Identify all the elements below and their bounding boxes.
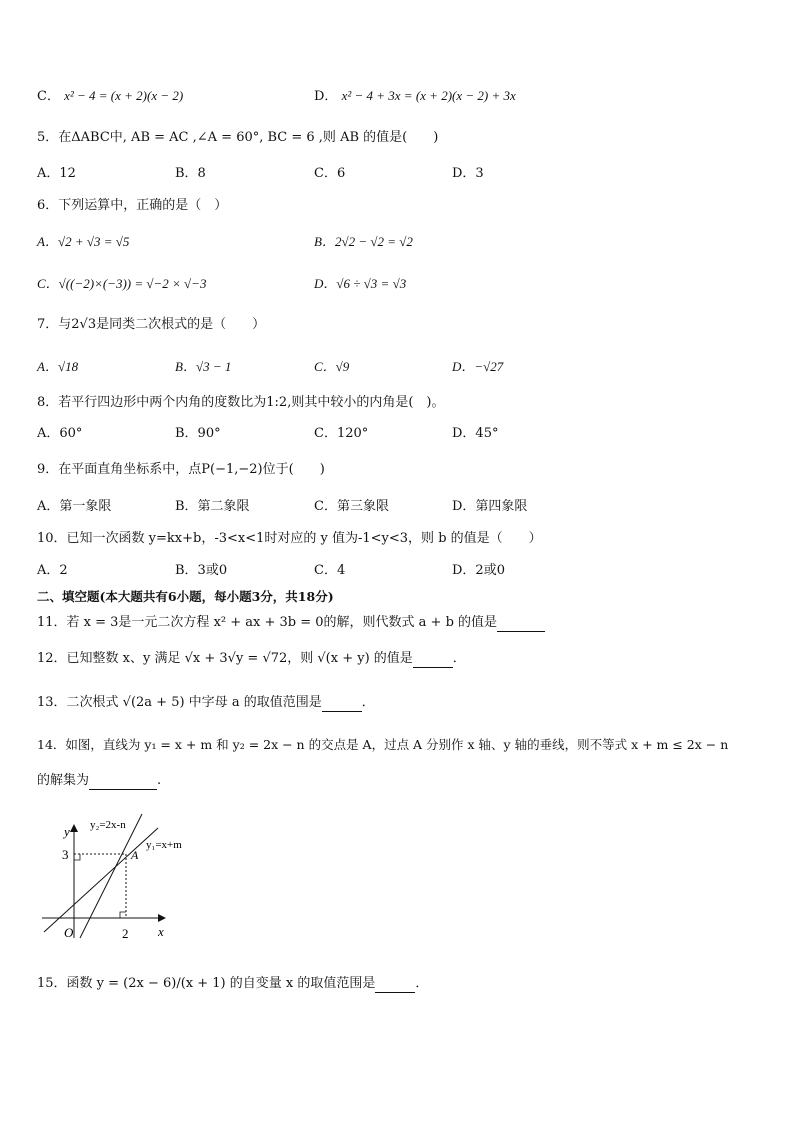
figure-label-a: A — [131, 848, 139, 862]
right-angle-mark-x — [120, 912, 126, 918]
q9-option-c: C．第三象限 — [314, 499, 389, 514]
q7-stem: 7．与2√3是同类二次根式的是（ ） — [37, 317, 266, 332]
q6-option-c: C．√((−2)×(−3)) = √−2 × √−3 — [37, 276, 207, 291]
figure-label-2: 2 — [122, 926, 129, 941]
q15-answer-blank — [375, 992, 415, 993]
q8-option-c: C．120° — [314, 426, 369, 441]
q5-option-a: A．12 — [37, 166, 76, 181]
figure-label-x: x — [158, 924, 164, 939]
q4-option-d-text: x² − 4 + 3x = (x + 2)(x − 2) + 3x — [341, 88, 516, 103]
q4-option-d-label: D． — [314, 89, 338, 104]
q10-option-d: D．2或0 — [452, 563, 505, 578]
figure-label-y2: y₂=2x-n — [90, 819, 126, 831]
q9-option-a: A．第一象限 — [37, 499, 112, 514]
x-axis-arrow-icon — [158, 914, 166, 922]
q12: 12．已知整数 x、y 满足 √x + 3√y = √72，则 √(x + y) 的值是 ． — [37, 651, 466, 666]
q15-text: 15．函数 y = (2x − 6)/(x + 1) 的自变量 x 的取值范围是 — [37, 976, 376, 991]
q9-option-b: B．第二象限 — [175, 499, 250, 514]
q6-stem: 6．下列运算中，正确的是（ ） — [37, 198, 228, 213]
q8-option-b: B．90° — [175, 426, 221, 441]
q11 — [37, 614, 545, 632]
figure-label-3: 3 — [62, 847, 69, 862]
q15: 15．函数 y = (2x − 6)/(x + 1) 的自变量 x 的取值范围是 ． — [37, 976, 429, 991]
line-y1 — [44, 828, 158, 932]
q6-option-b: B．2√2 − √2 = √2 — [314, 234, 413, 249]
q4-option-c-label: C． — [37, 89, 60, 104]
q14-line1: 14．如图，直线为 y₁ = x + m 和 y₂ = 2x − n 的交点是 A，过点 A 分别作 x 轴、y 轴的垂线，则不等式 x + m ≤ 2x − n — [37, 737, 729, 752]
q6-option-d: D．√6 ÷ √3 = √3 — [314, 276, 407, 291]
q8-option-a: A．60° — [37, 426, 83, 441]
figure-label-y1: y₁=x+m — [146, 839, 182, 851]
q12-text: 12．已知整数 x、y 满足 √x + 3√y = √72，则 √(x + y) 的值是 — [37, 651, 413, 666]
section-heading: 二、填空题(本大题共有6小题，每小题3分，共18分) — [37, 589, 334, 604]
q13: 13．二次根式 √(2a + 5) 中字母 a 的取值范围是 ． — [37, 695, 375, 710]
q5-option-c: C．6 — [314, 166, 346, 181]
line-y2 — [80, 814, 142, 938]
q9-stem: 9．在平面直角坐标系中，点P(−1,−2)位于( ) — [37, 462, 325, 477]
q6-option-a: A．√2 + √3 = √5 — [37, 234, 130, 249]
q10-option-b: B．3或0 — [175, 563, 228, 578]
q14-answer-blank — [89, 789, 157, 790]
q7-option-a: A．√18 — [37, 359, 79, 374]
q10-stem: 10．已知一次函数 y=kx+b，-3<x<1时对应的 y 值为-1<y<3，则 b 的值是（ ） — [37, 531, 542, 546]
q8-stem: 8．若平行四边形中两个内角的度数比为1:2,则其中较小的内角是( )。 — [37, 395, 445, 410]
right-angle-mark-y — [74, 854, 80, 860]
figure-label-origin: O — [64, 925, 74, 940]
q8-option-d: D．45° — [452, 426, 499, 441]
q10-option-c: C．4 — [314, 563, 346, 578]
q11-answer-blank — [497, 631, 545, 632]
q11-text: 11．若 x = 3是一元二次方程 x² + ax + 3b = 0的解，则代数式 a + b 的值是 — [37, 615, 498, 630]
q5-stem: 5．在ΔABC中, AB = AC ,∠A = 60°, BC = 6 ,则 AB 的值是( ) — [37, 130, 439, 145]
q4-option-c-text: x² − 4 = (x + 2)(x − 2) — [64, 88, 184, 103]
q7-option-d: D．−√27 — [452, 359, 504, 374]
figure-label-y: y — [64, 824, 70, 839]
q4-option-c — [37, 87, 183, 106]
q14-line2-text: 的解集为 — [37, 773, 90, 788]
q13-answer-blank — [322, 711, 362, 712]
q7-option-b: B．√3 − 1 — [175, 359, 232, 374]
y-axis-arrow-icon — [70, 824, 78, 832]
q14-line2: 的解集为 . — [37, 773, 162, 788]
q9-option-d: D．第四象限 — [452, 499, 528, 514]
q13-text: 13．二次根式 √(2a + 5) 中字母 a 的取值范围是 — [37, 695, 322, 710]
q5-option-d: D．3 — [452, 166, 484, 181]
q4-option-d — [314, 87, 516, 106]
q10-option-a: A．2 — [37, 563, 68, 578]
q14-figure — [40, 810, 210, 950]
q12-answer-blank — [413, 667, 453, 668]
q7-option-c: C．√9 — [314, 359, 350, 374]
q5-option-b: B．8 — [175, 166, 206, 181]
